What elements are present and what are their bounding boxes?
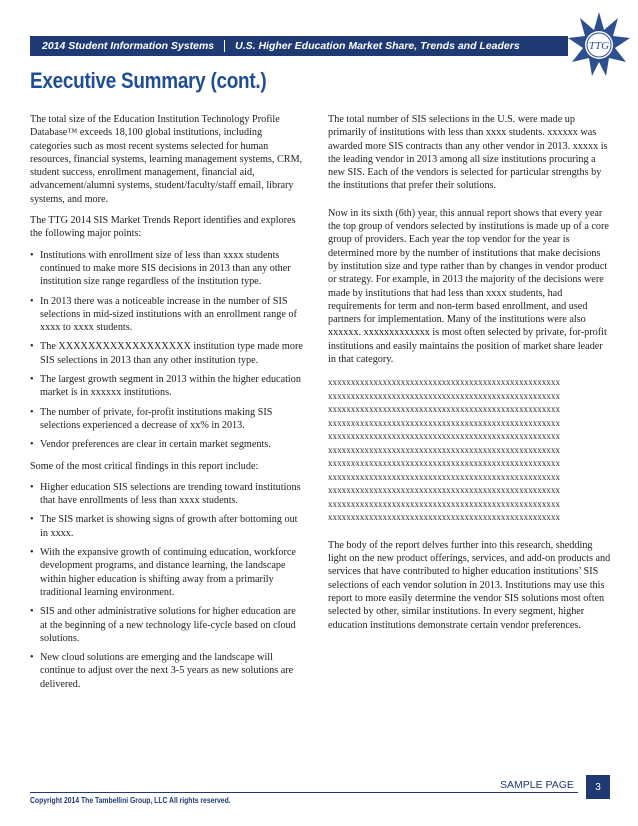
list-item: • The largest growth segment in 2013 within the higher education market is in xxxxxx institutions. xyxy=(30,373,303,400)
list-item: • SIS and other administrative solutions for higher education are at the beginning of a new technology life-cycle based on cloud solutions. xyxy=(30,605,303,645)
header-left-title: 2014 Student Information Systems xyxy=(42,40,215,52)
right-paragraph-1: The total number of SIS selections in the U.S. were made up primarily of institutions with less than xxxx students. xxxxxx was awarded more SIS contracts than any other vendor in 2013. xxxxx is the leading vendor in 2013 among all size institutions procuring a new SIS. Each of the vendors is selected for particular strengths by the institutions that prefer their solutions. xyxy=(328,114,608,192)
list-item: • The SIS market is showing signs of growth after bottoming out in xxxx. xyxy=(30,513,303,540)
logo-text: TTG xyxy=(588,40,610,52)
right-paragraph-2: Now in its sixth (6th) year, this annual report shows that every year the top group of vendors selected by institutions is made up of a core group of providers. Each year the top vendor for the year is determined more by the number of institutions that make decisions by institution size and type rather than by changes in vendor product or strategy. For example, in 2013 the majority of the decisions were made by institutions that had less than xxxx students, had requirements for term and non-term based enrollment, and used partners for implementation. Many of the institutions were also xxxxxx. xxxxxxxxxxxxx is most often selected by private, for-profit institutions and easily maintains the position of market share leader in that category. xyxy=(328,207,609,366)
redacted-line: xxxxxxxxxxxxxxxxxxxxxxxxxxxxxxxxxxxxxxxxxxxxxxxxxxx xyxy=(328,485,561,496)
left-column xyxy=(30,113,303,699)
left-paragraph-2: The TTG 2014 SIS Market Trends Report identifies and explores the following major points: xyxy=(30,215,296,240)
ttg-logo xyxy=(566,10,632,80)
header-separator xyxy=(224,40,225,52)
redacted-line: xxxxxxxxxxxxxxxxxxxxxxxxxxxxxxxxxxxxxxxxxxxxxxxxxxx xyxy=(328,498,561,509)
sample-page-label: SAMPLE PAGE xyxy=(500,779,574,791)
redacted-line: xxxxxxxxxxxxxxxxxxxxxxxxxxxxxxxxxxxxxxxxxxxxxxxxxxx xyxy=(328,377,561,388)
page-title: Executive Summary (cont.) xyxy=(30,68,267,93)
redacted-line: xxxxxxxxxxxxxxxxxxxxxxxxxxxxxxxxxxxxxxxxxxxxxxxxxxx xyxy=(328,390,561,401)
left-paragraph-3: Some of the most critical findings in this report include: xyxy=(30,460,259,472)
right-paragraph-3: The body of the report delves further into this research, shedding light on the new product offerings, services, and add-on products and services that have contributed to higher education institutions’ SIS selections of each vendor solution in 2013. Institutions may use this report to more easily determine the vendor SIS solutions most often selected by other, similar institutions. In every segment, higher education institutions demonstrate certain vendor preferences. xyxy=(328,539,611,631)
footer-divider xyxy=(30,792,578,793)
redacted-line: xxxxxxxxxxxxxxxxxxxxxxxxxxxxxxxxxxxxxxxxxxxxxxxxxxx xyxy=(328,458,561,469)
list-item: • In 2013 there was a noticeable increase in the number of SIS selections in mid-sized institutions with an enrollment range of xxxx to xxxx students. xyxy=(30,295,303,335)
redacted-block xyxy=(328,376,613,525)
copyright-text: Copyright 2014 The Tambellini Group, LLC All rights reserved. xyxy=(30,796,231,805)
list-item: • With the expansive growth of continuing education, workforce development programs, and distance learning, the landscape within higher education is shifting away from a primarily traditional learning environment. xyxy=(30,546,303,599)
list-item: • The XXXXXXXXXXXXXXXXXX institution type made more SIS selections in 2013 than any other institution type. xyxy=(30,340,303,367)
right-column xyxy=(328,113,613,640)
critical-findings-list xyxy=(30,481,303,691)
list-item: • Vendor preferences are clear in certain market segments. xyxy=(30,438,303,451)
redacted-line: xxxxxxxxxxxxxxxxxxxxxxxxxxxxxxxxxxxxxxxxxxxxxxxxxxx xyxy=(328,417,561,428)
left-paragraph-1: The total size of the Education Institution Technology Profile Database™ exceeds 18,100 global institutions, including categories such as most recent systems selected for human resources, financial systems, learning management systems, CRM, student success, enrollment management, financial aid, advancement/alumni systems, student/faculty/staff email, library systems, and more. xyxy=(30,114,303,205)
header-right-title: U.S. Higher Education Market Share, Trends and Leaders xyxy=(235,40,520,52)
header-bar xyxy=(30,36,568,56)
list-item: • Institutions with enrollment size of less than xxxx students continued to make more SIS decisions in 2013 than any other institution size range regardless of the institution type. xyxy=(30,249,303,289)
major-points-list xyxy=(30,249,303,452)
redacted-line: xxxxxxxxxxxxxxxxxxxxxxxxxxxxxxxxxxxxxxxxxxxxxxxxxxx xyxy=(328,471,561,482)
list-item: • New cloud solutions are emerging and the landscape will continue to adjust over the next 3-5 years as new solutions are delivered. xyxy=(30,651,303,691)
page-number: 3 xyxy=(586,775,610,799)
redacted-line: xxxxxxxxxxxxxxxxxxxxxxxxxxxxxxxxxxxxxxxxxxxxxxxxxxx xyxy=(328,431,561,442)
redacted-line: xxxxxxxxxxxxxxxxxxxxxxxxxxxxxxxxxxxxxxxxxxxxxxxxxxx xyxy=(328,512,561,523)
list-item: • The number of private, for-profit institutions making SIS selections experienced a decrease of xx% in 2013. xyxy=(30,406,303,433)
list-item: • Higher education SIS selections are trending toward institutions that have enrollments of less than xxxx students. xyxy=(30,481,303,508)
redacted-line: xxxxxxxxxxxxxxxxxxxxxxxxxxxxxxxxxxxxxxxxxxxxxxxxxxx xyxy=(328,404,561,415)
redacted-line: xxxxxxxxxxxxxxxxxxxxxxxxxxxxxxxxxxxxxxxxxxxxxxxxxxx xyxy=(328,444,561,455)
